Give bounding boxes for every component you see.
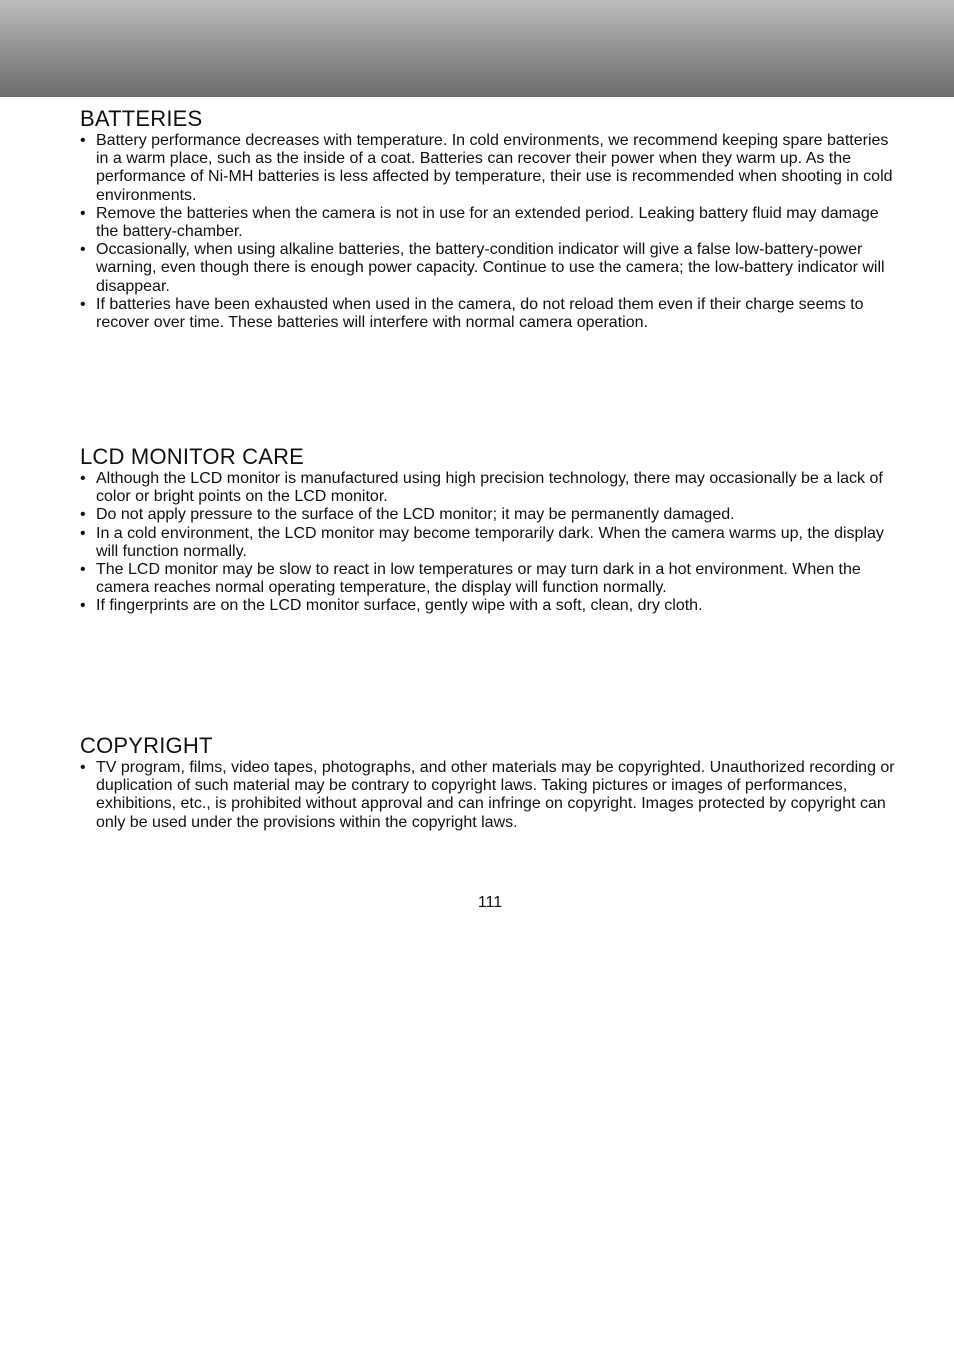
section-heading-lcd: LCD MONITOR CARE	[80, 444, 305, 469]
list-item-text: Do not apply pressure to the surface of the LCD monitor; it may be permanently damaged.	[96, 506, 735, 524]
bullet: •	[80, 597, 86, 615]
lcd-list	[80, 470, 902, 616]
bullet: •	[80, 506, 86, 524]
header-band	[0, 0, 954, 97]
list-item	[80, 296, 902, 332]
list-item	[80, 525, 902, 561]
list-item	[80, 470, 902, 506]
bullet: •	[80, 204, 86, 222]
list-item	[80, 241, 902, 296]
list-item	[80, 561, 902, 597]
bullet: •	[80, 470, 86, 487]
list-item-text: Occasionally, when using alkaline batteries, the battery-condition indicator will give a false low-battery-power warning, even though there is enough power capacity. Continue to use the camera; the low-battery indicator will disappear.	[96, 241, 885, 295]
section-heading-copyright: COPYRIGHT	[80, 733, 213, 758]
list-item	[80, 759, 902, 832]
list-item	[80, 597, 902, 615]
list-item-text: If batteries have been exhausted when used in the camera, do not reload them even if their charge seems to recover over time. These batteries will interfere with normal camera operation.	[96, 295, 864, 332]
section-lcd-monitor-care	[80, 444, 902, 616]
list-item-text: If fingerprints are on the LCD monitor surface, gently wipe with a soft, clean, dry cloth.	[96, 597, 703, 615]
list-item-text: Remove the batteries when the camera is not in use for an extended period. Leaking battery fluid may damage the battery-chamber.	[96, 204, 879, 241]
list-item-text: Although the LCD monitor is manufactured using high precision technology, there may occasionally be a lack of color or bright points on the LCD monitor.	[96, 470, 883, 506]
bullet: •	[80, 295, 86, 313]
bullet: •	[80, 561, 86, 579]
list-item	[80, 506, 902, 524]
list-item-text: TV program, films, video tapes, photographs, and other materials may be copyrighted. Unauthorized recording or duplication of such material may be contrary to copyright laws. Taking pictures or images of performances, exhibitions, etc., is prohibited without approval and can infringe on copyright. Images protected by copyright can only be used under the provisions within the copyright laws.	[96, 759, 895, 831]
page-number: 111	[477, 894, 503, 911]
bullet: •	[80, 241, 86, 259]
batteries-list	[80, 132, 902, 332]
list-item-text: In a cold environment, the LCD monitor may become temporarily dark. When the camera warms up, the display will function normally.	[96, 524, 884, 560]
bullet: •	[80, 524, 86, 542]
bullet: •	[80, 132, 86, 149]
section-batteries	[80, 106, 902, 332]
list-item-text: Battery performance decreases with temperature. In cold environments, we recommend keeping spare batteries in a warm place, such as the inside of a coat. Batteries can recover their power when they warm up. As the performance of Ni-MH batteries is less affected by temperature, their use is recommended when shooting in cold environments.	[96, 132, 893, 204]
copyright-list	[80, 759, 902, 832]
list-item	[80, 132, 902, 205]
section-copyright	[80, 733, 902, 832]
list-item	[80, 205, 902, 241]
list-item-text: The LCD monitor may be slow to react in low temperatures or may turn dark in a hot environment. When the camera reaches normal operating temperature, the display will function normally.	[96, 561, 861, 597]
bullet: •	[80, 759, 86, 776]
section-heading-batteries: BATTERIES	[80, 106, 203, 131]
